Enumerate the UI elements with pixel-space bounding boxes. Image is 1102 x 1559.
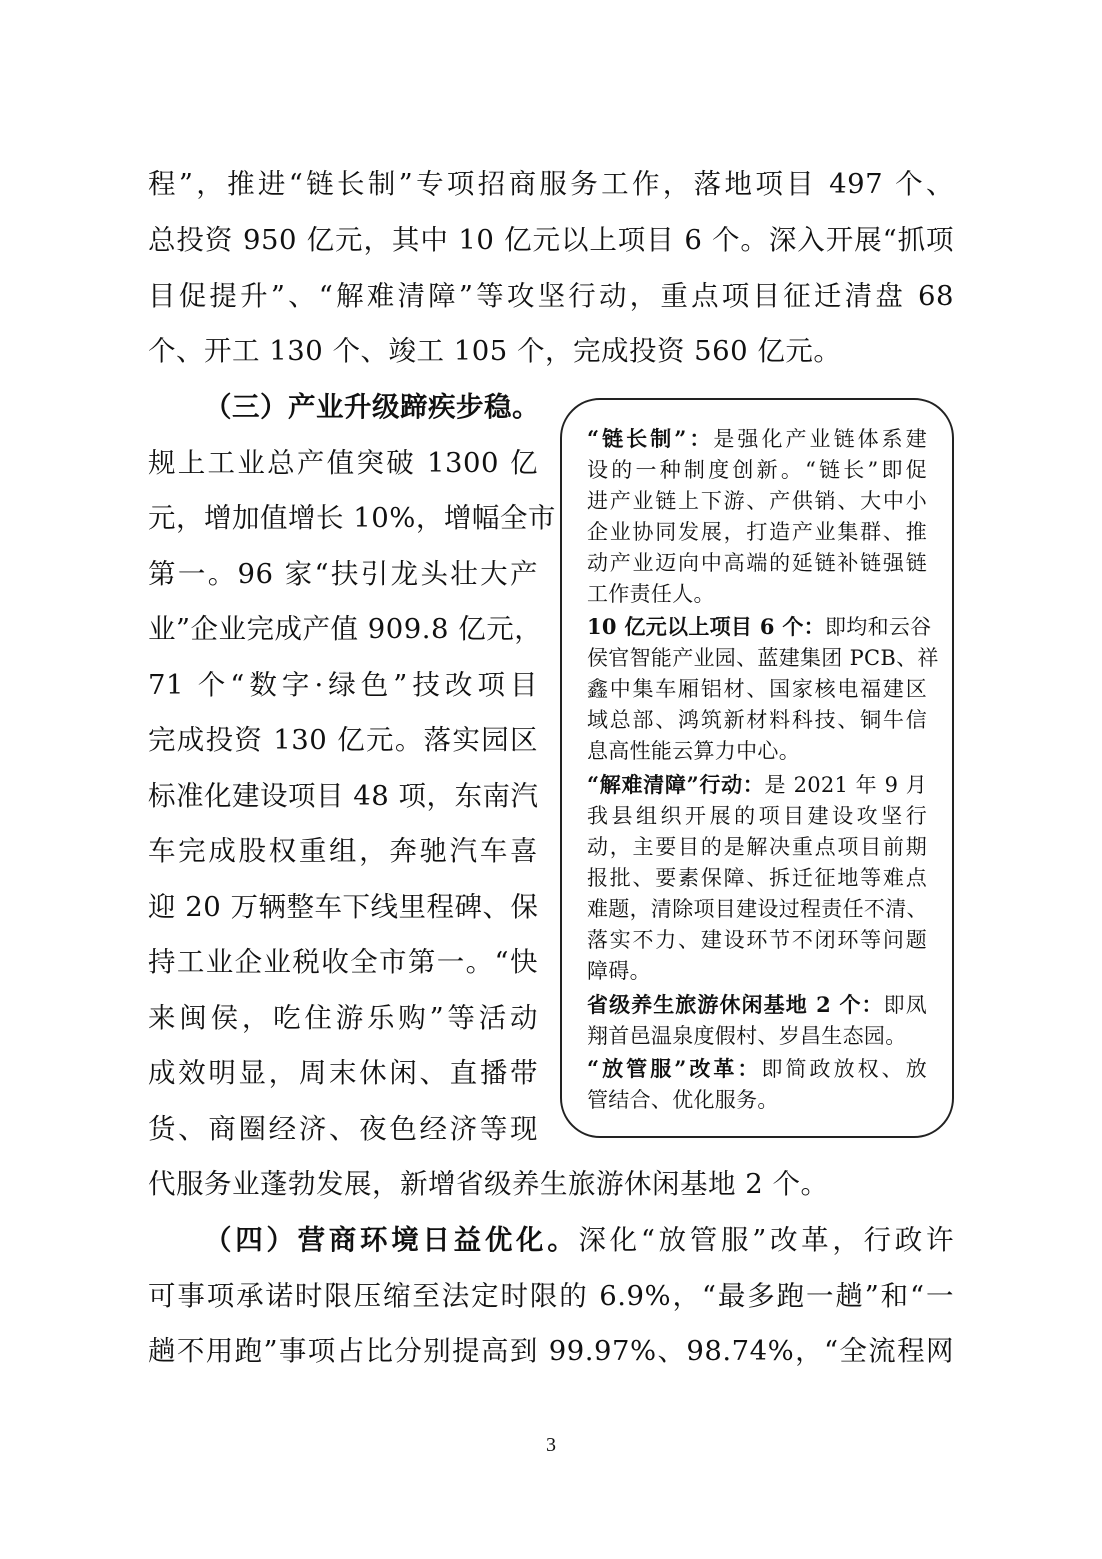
glossary-line: 障碍。 <box>587 959 651 983</box>
glossary-line: 域总部、鸿筑新材料科技、铜牛信 <box>587 708 927 732</box>
glossary-line <box>587 1054 927 1084</box>
paragraph-line: 第一。96 家“扶引龙头壮大产 <box>148 558 538 590</box>
paragraph-line: 成效明显，周末休闲、直播带 <box>148 1057 538 1089</box>
paragraph-line: 程”，推进“链长制”专项招商服务工作，落地项目 497 个、 <box>148 168 954 200</box>
glossary-line: 工作责任人。 <box>587 582 715 606</box>
glossary-line: 我县组织开展的项目建设攻坚行 <box>587 804 927 828</box>
glossary-line: 动产业迈向中高端的延链补链强链 <box>587 551 927 575</box>
glossary-text: 是强化产业链体系建 <box>713 427 927 451</box>
paragraph-line: 迎 20 万辆整车下线里程碑、保 <box>148 891 539 923</box>
glossary-line: 设的一种制度创新。“链长”即促 <box>587 458 927 482</box>
paragraph-line <box>204 1220 954 1260</box>
glossary-text: 是 2021 年 9 月 <box>764 773 928 797</box>
glossary-line: 息高性能云算力中心。 <box>587 739 800 763</box>
paragraph-line: 货、商圈经济、夜色经济等现 <box>148 1113 538 1145</box>
glossary-term: “链长制”： <box>587 426 714 451</box>
section-heading-4: （四）营商环境日益优化。 <box>204 1224 579 1256</box>
glossary-line: 翔首邑温泉度假村、岁昌生态园。 <box>587 1024 907 1048</box>
glossary-line: 动，主要目的是解决重点项目前期 <box>587 835 927 859</box>
glossary-text: 即简政放权、放 <box>761 1057 927 1081</box>
glossary-line: 落实不力、建设环节不闭环等问题 <box>587 928 927 952</box>
paragraph-line: 代服务业蓬勃发展，新增省级养生旅游休闲基地 2 个。 <box>148 1168 829 1200</box>
paragraph-line: 持工业企业税收全市第一。“快 <box>148 946 538 978</box>
paragraph-line: 总投资 950 亿元，其中 10 亿元以上项目 6 个。深入开展“抓项 <box>148 224 954 256</box>
paragraph-text: 深化“放管服”改革，行政许 <box>578 1224 954 1256</box>
paragraph-line: 71 个“数字·绿色”技改项目 <box>148 669 538 701</box>
glossary-line <box>587 424 927 454</box>
glossary-line: 难题，清除项目建设过程责任不清、 <box>587 897 928 921</box>
paragraph-line: 趟不用跑”事项占比分别提高到 99.97%、98.74%，“全流程网 <box>148 1335 954 1367</box>
paragraph-line: 目促提升”、“解难清障”等攻坚行动，重点项目征迁清盘 68 <box>148 280 954 312</box>
glossary-term: “解难清障”行动： <box>587 772 765 797</box>
paragraph-line: 来闽侯，吃住游乐购”等活动 <box>148 1002 538 1034</box>
paragraph-line: 车完成股权重组，奔驰汽车喜 <box>148 835 538 867</box>
paragraph-line: 标准化建设项目 48 项，东南汽 <box>148 780 539 812</box>
paragraph-line: 规上工业总产值突破 1300 亿 <box>148 447 538 479</box>
glossary-term: 10 亿元以上项目 6 个： <box>587 614 825 639</box>
paragraph-line: 业”企业完成产值 909.8 亿元， <box>148 613 543 645</box>
glossary-text: 即凤 <box>883 993 928 1017</box>
glossary-line: 报批、要素保障、拆迁征地等难点 <box>587 866 927 890</box>
page-number: 3 <box>546 1434 556 1456</box>
glossary-line <box>587 990 927 1020</box>
glossary-term: 省级养生旅游休闲基地 2 个： <box>587 992 884 1017</box>
glossary-line <box>587 770 927 800</box>
paragraph-line: 元，增加值增长 10%，增幅全市 <box>148 502 556 534</box>
section-heading-3: （三）产业升级蹄疾步稳。 <box>204 391 540 423</box>
glossary-line: 管结合、优化服务。 <box>587 1088 779 1112</box>
glossary-term: “放管服”改革： <box>587 1056 762 1081</box>
glossary-text: 即均和云谷 <box>824 615 932 639</box>
glossary-line: 侯官智能产业园、蓝建集团 PCB、祥 <box>587 646 939 670</box>
glossary-line: 鑫中集车厢铝材、国家核电福建区 <box>587 677 927 701</box>
glossary-line <box>587 612 932 642</box>
glossary-line: 进产业链上下游、产供销、大中小 <box>587 489 927 513</box>
glossary-line: 企业协同发展，打造产业集群、推 <box>587 520 927 544</box>
paragraph-line: 可事项承诺时限压缩至法定时限的 6.9%，“最多跑一趟”和“一 <box>148 1280 954 1312</box>
paragraph-line: 个、开工 130 个、竣工 105 个，完成投资 560 亿元。 <box>148 335 842 367</box>
paragraph-line: 完成投资 130 亿元。落实园区 <box>148 724 538 756</box>
